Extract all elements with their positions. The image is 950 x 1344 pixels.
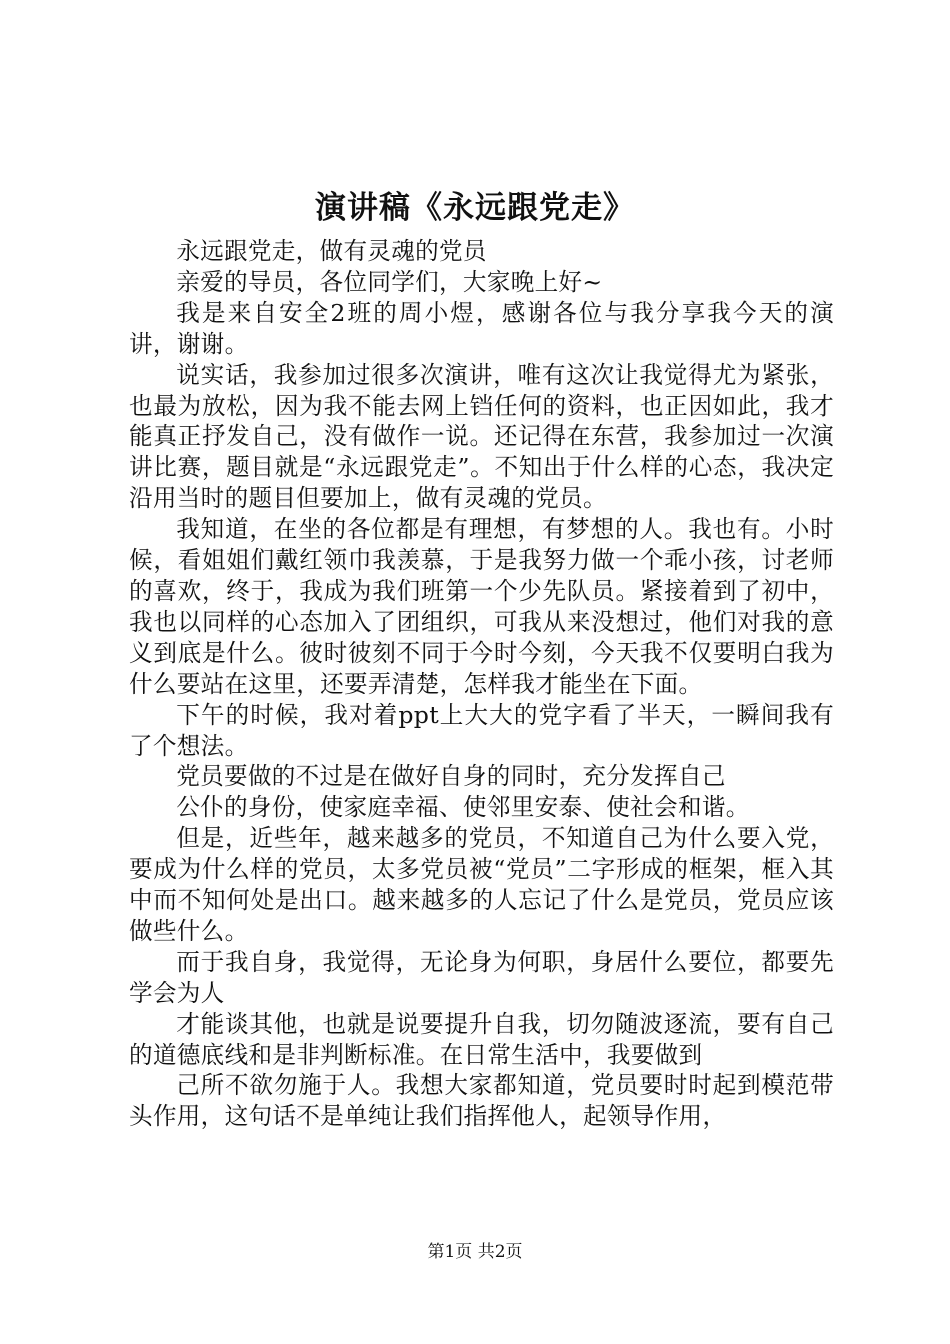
paragraph: 永远跟党走，做有灵魂的党员 [176, 237, 487, 265]
paragraph: 亲爱的导员，各位同学们，大家晚上好~ [176, 267, 603, 296]
paragraph: 而于我自身，我觉得，无论身为何职，身居什么要位，都要先学会为人 [129, 947, 834, 1007]
paragraph: 我是来自安全2班的周小煜，感谢各位与我分享我今天的演讲，谢谢。 [129, 298, 834, 358]
paragraph: 党员要做的不过是在做好自身的同时，充分发挥自己 [176, 762, 726, 791]
paragraph: 我知道，在坐的各位都是有理想，有梦想的人。我也有。小时候，看姐姐们戴红领巾我羡慕，于是我努力做一个乖小孩，讨老师的喜欢，终于，我成为我们班第一个少先队员。紧接着到了初中，我也以同样的心态加入了团组织，可我从来没想过，他们对我的意义到底是什么。彼时彼刻不同于今时今刻，今天我不仅要明白我为什么要站在这里，还要弄清楚，怎样我才能坐在下面。 [129, 515, 834, 698]
paragraph: 公仆的身份，使家庭幸福、使邻里安泰、使社会和谐。 [176, 793, 750, 822]
paragraph: 说实话，我参加过很多次演讲，唯有这次让我觉得尤为紧张，也最为放松，因为我不能去网上铛任何的资料，也正因如此，我才能真正抒发自己，没有做作一说。还记得在东营，我参加过一次演讲比赛，题目就是“永远跟党走”。不知出于什么样的心态，我决定沿用当时的题目但要加上，做有灵魂的党员。 [129, 360, 834, 513]
document-title: 演讲稿《永远跟党走》 [315, 190, 635, 226]
paragraph: 但是，近些年，越来越多的党员，不知道自己为什么要入党，要成为什么样的党员，太多党员被“党员”二字形成的框架，框入其中而不知何处是出口。越来越多的人忘记了什么是党员，党员应该做些什么。 [129, 824, 834, 945]
page-footer: 第1页 共2页 [427, 1242, 523, 1262]
paragraph: 己所不欲勿施于人。我想大家都知道，党员要时时起到模范带头作用，这句话不是单纯让我们指挥他人，起领导作用， [129, 1071, 834, 1131]
document-body [129, 236, 834, 1132]
paragraph: 下午的时候，我对着ppt上大大的党字看了半天，一瞬间我有了个想法。 [129, 700, 834, 760]
paragraph: 才能谈其他，也就是说要提升自我，切勿随波逐流，要有自己的道德底线和是非判断标准。在日常生活中，我要做到 [129, 1009, 834, 1069]
